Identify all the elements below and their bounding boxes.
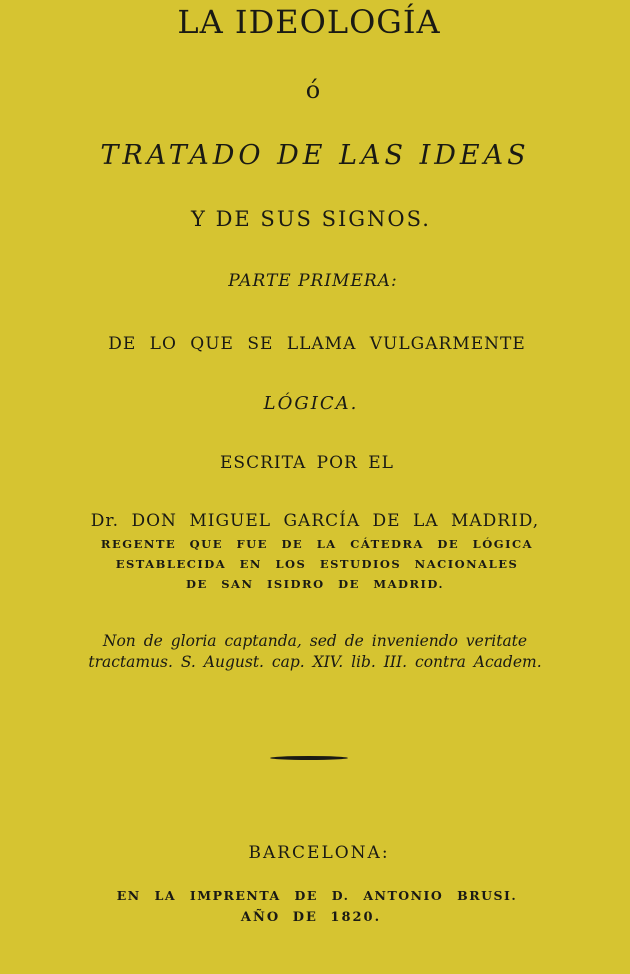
publication-year: AÑO DE 1820. — [240, 910, 382, 925]
written-by-line: ESCRITA POR EL — [220, 453, 394, 473]
logic-heading: LÓGICA. — [263, 393, 359, 414]
author-role-line-2: ESTABLECIDA EN LOS ESTUDIOS NACIONALES — [115, 557, 519, 571]
book-subtitle: TRATADO DE LAS IDEAS — [100, 140, 530, 171]
book-title: LA IDEOLOGÍA — [177, 3, 441, 41]
epigraph-line-1: Non de gloria captanda, sed de inveniendo veritate — [102, 632, 528, 650]
part-description: DE LO QUE SE LLAMA VULGARMENTE — [108, 334, 526, 354]
epigraph-line-2: tractamus. S. August. cap. XIV. lib. III. contra Academ. — [88, 653, 542, 671]
author-role-line-3: DE SAN ISIDRO DE MADRID. — [186, 577, 444, 591]
printer-line: EN LA IMPRENTA DE D. ANTONIO BRUSI. — [116, 888, 518, 903]
decorative-rule — [270, 756, 348, 760]
book-subtitle-continuation: Y DE SUS SIGNOS. — [191, 207, 431, 231]
author-role-line-1: REGENTE QUE FUE DE LA CÁTEDRA DE LÓGICA — [100, 537, 534, 551]
author-name: Dr. DON MIGUEL GARCÍA DE LA MADRID, — [90, 511, 540, 531]
publication-city: BARCELONA: — [248, 843, 390, 863]
part-heading: PARTE PRIMERA: — [228, 271, 398, 291]
title-conjunction: ó — [305, 76, 321, 104]
